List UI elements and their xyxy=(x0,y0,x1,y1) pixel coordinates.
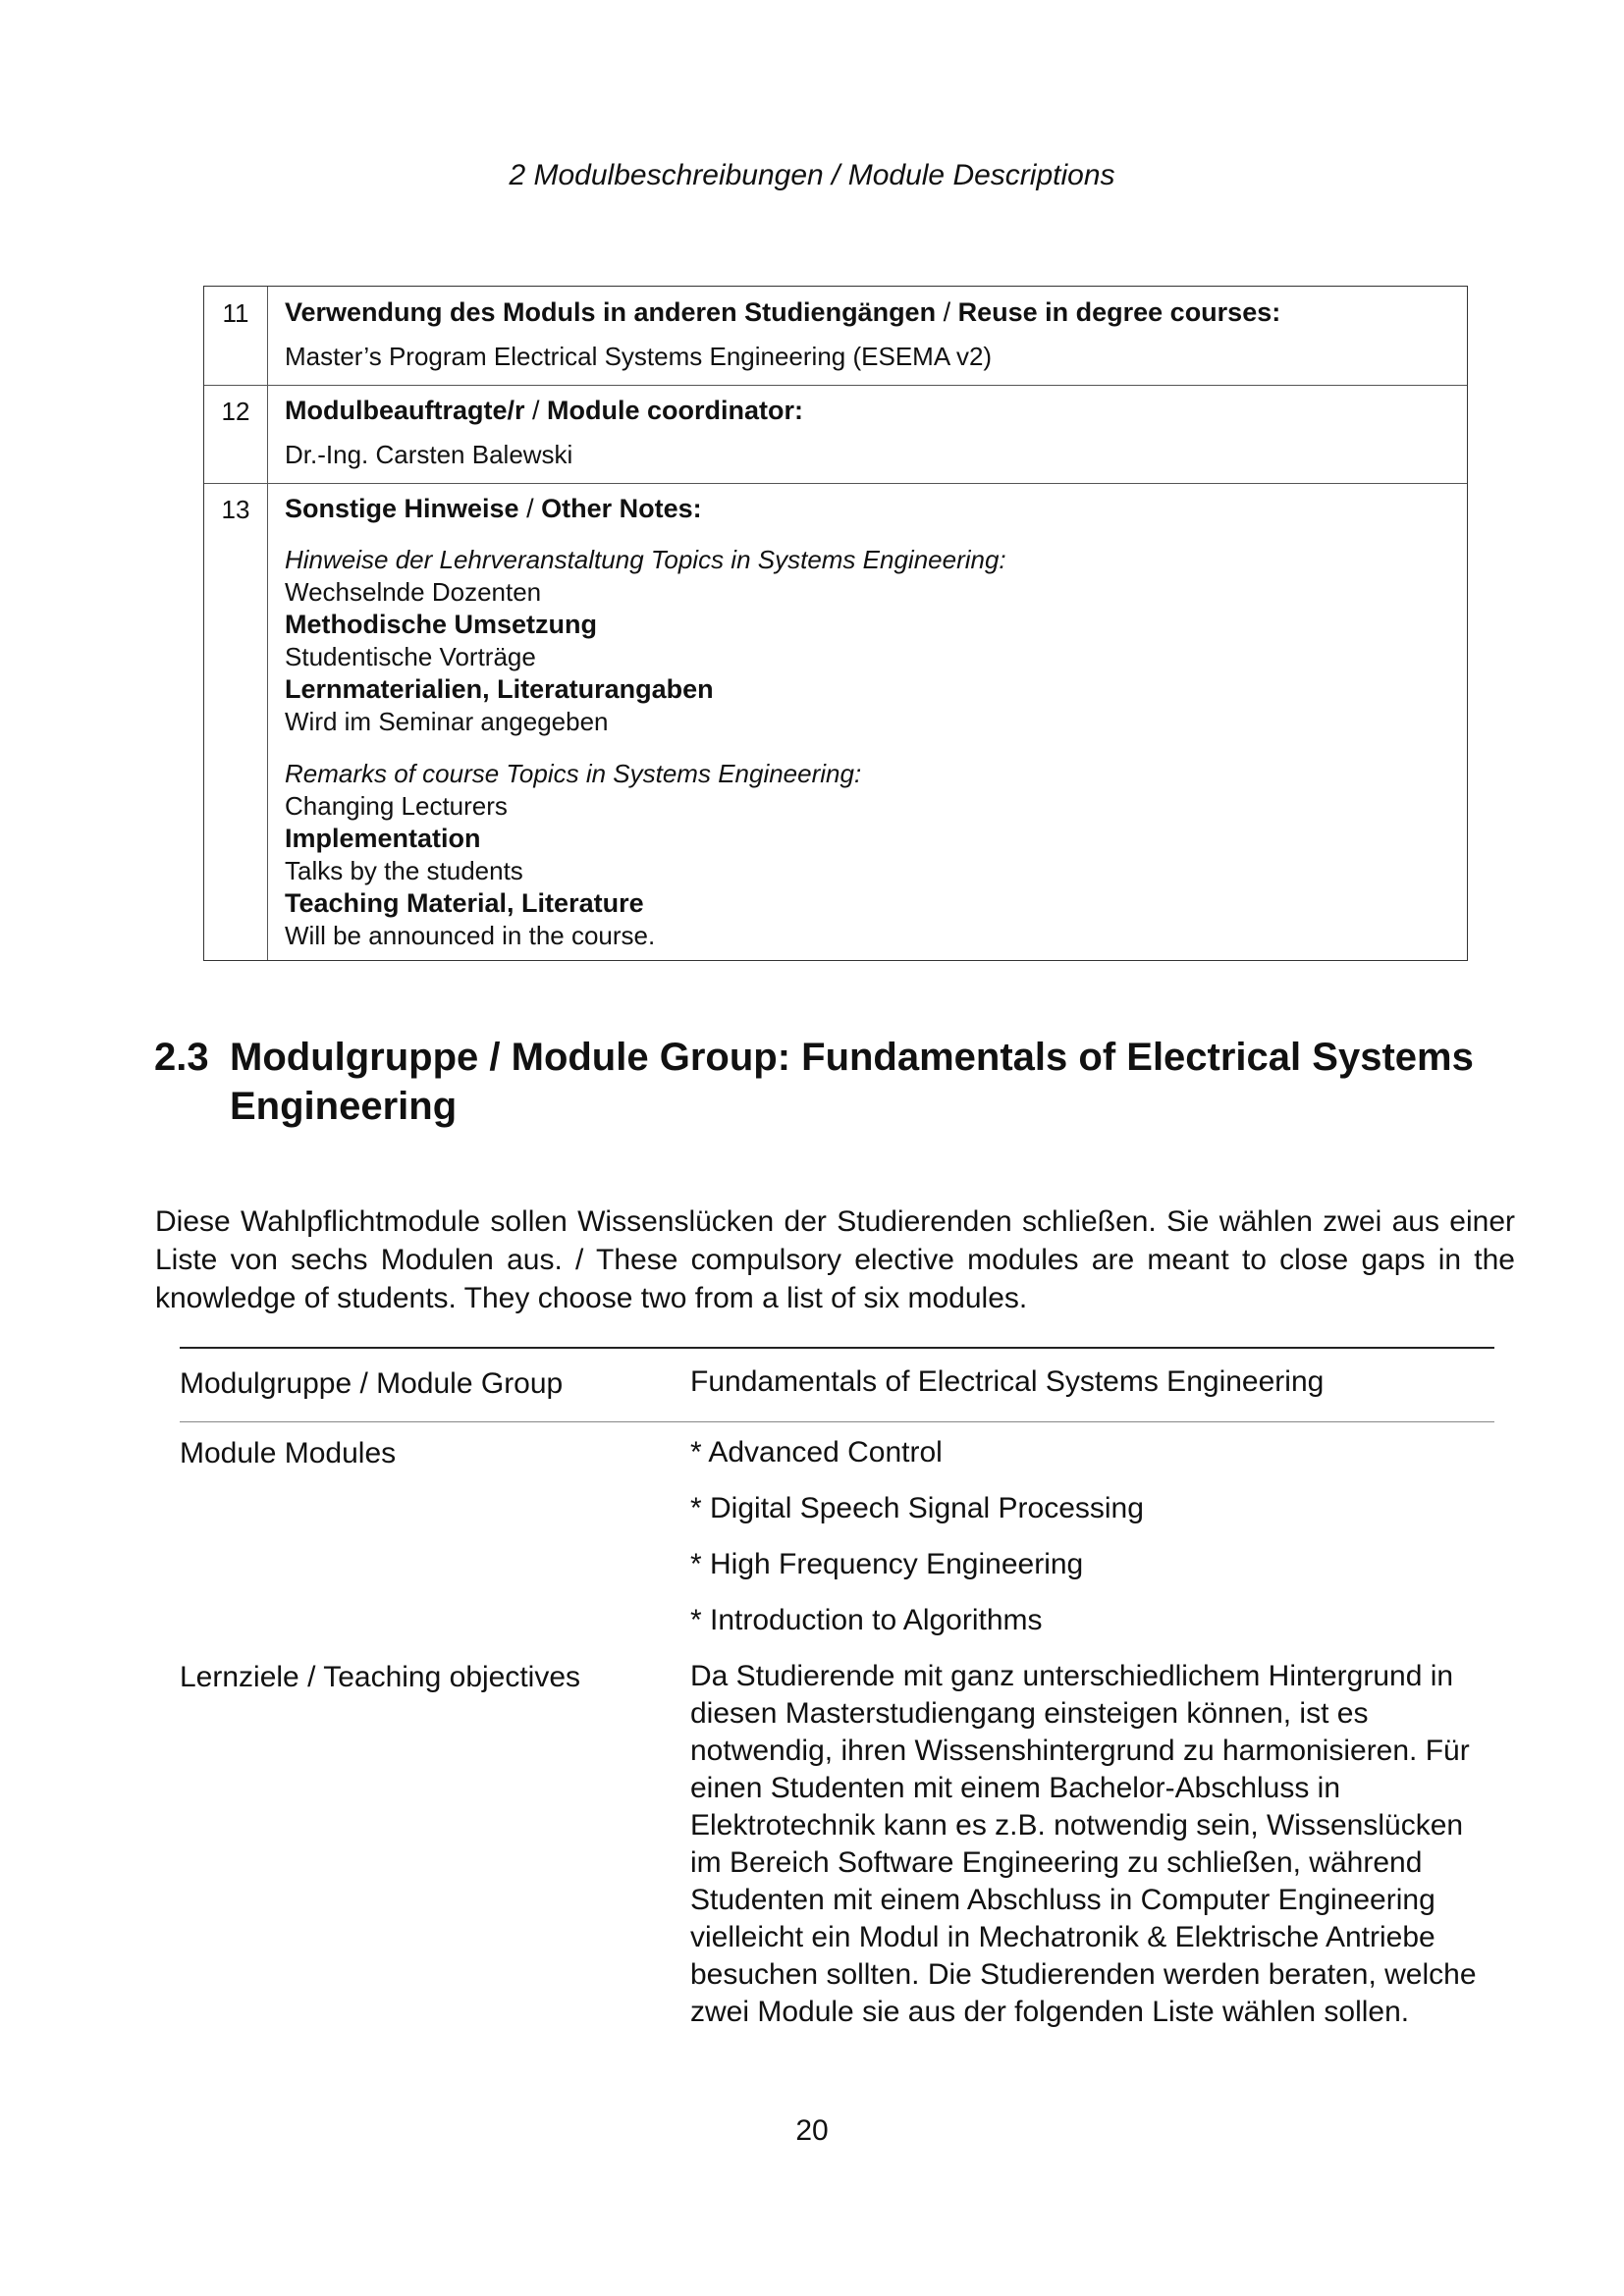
notes-material-heading: Teaching Material, Literature xyxy=(285,888,644,918)
objectives-line: diesen Masterstudiengang einsteigen können, ist es xyxy=(690,1697,1369,1730)
heading-en: Other Notes: xyxy=(541,494,702,523)
objectives-line: im Bereich Software Engineering zu schließen, während xyxy=(690,1846,1423,1879)
row-content: Master’s Program Electrical Systems Engineering (ESEMA v2) xyxy=(285,342,993,371)
notes-intro: Hinweise der Lehrveranstaltung Topics in Systems Engineering: xyxy=(285,545,1006,574)
objectives-line: besuchen sollten. Die Studierenden werden beraten, welche xyxy=(690,1958,1477,1991)
row-heading xyxy=(285,395,1457,427)
row-number: 11 xyxy=(222,298,249,328)
module-description-table xyxy=(203,286,1468,961)
heading-de: Sonstige Hinweise xyxy=(285,494,519,523)
table-top-rule xyxy=(180,1347,1494,1349)
section-title-line: Engineering xyxy=(230,1085,458,1128)
heading-de: Modulbeauftragte/r xyxy=(285,396,525,425)
heading-en: Module coordinator: xyxy=(547,396,804,425)
row-heading xyxy=(285,296,1457,329)
table-row-divider xyxy=(204,483,1467,484)
notes-lecturers: Wechselnde Dozenten xyxy=(285,577,542,607)
heading-separator: / xyxy=(936,297,958,327)
notes-material: Wird im Seminar angegeben xyxy=(285,707,609,736)
notes-method: Talks by the students xyxy=(285,856,523,885)
list-item: * Digital Speech Signal Processing xyxy=(690,1492,1144,1524)
objectives-text xyxy=(690,1658,1495,2031)
table-column-divider xyxy=(267,287,268,960)
objectives-line: Studenten mit einem Abschluss in Computer Engineering xyxy=(690,1884,1435,1916)
table-row-divider xyxy=(204,385,1467,386)
objectives-line: Da Studierende mit ganz unterschiedlichem Hintergrund in xyxy=(690,1660,1454,1692)
objectives-line: einen Studenten mit einem Bachelor-Abschluss in xyxy=(690,1772,1341,1804)
notes-lecturers: Changing Lecturers xyxy=(285,791,508,821)
intro-paragraph: Diese Wahlpflichtmodule sollen Wissenslücken der Studierenden schließen. Sie wählen zwei aus einer Liste von sechs Modulen aus. / These compulsory elective modules are meant to close gaps in the knowledge of students. They choose two from a list of six modules. xyxy=(155,1205,1515,1314)
objectives-line: Elektrotechnik kann es z.B. notwendig sein, Wissenslücken xyxy=(690,1809,1464,1842)
row-number: 12 xyxy=(221,397,250,426)
notes-material-heading: Lernmaterialien, Literaturangaben xyxy=(285,674,714,704)
group-header-label: Modulgruppe / Module Group xyxy=(180,1367,564,1400)
objectives-line: notwendig, ihren Wissenshintergrund zu harmonisieren. Für xyxy=(690,1735,1470,1767)
heading-separator: / xyxy=(518,494,542,523)
table-header-rule xyxy=(180,1421,1494,1422)
heading-separator: / xyxy=(524,396,548,425)
list-item: * Introduction to Algorithms xyxy=(690,1604,1043,1636)
row-content: Dr.-Ing. Carsten Balewski xyxy=(285,440,573,469)
section-title-line: Modulgruppe / Module Group: Fundamentals of Electrical Systems xyxy=(230,1036,1474,1079)
objectives-line: zwei Module sie aus der folgenden Liste wählen sollen. xyxy=(690,1996,1410,2028)
module-list xyxy=(690,1434,1495,1658)
notes-material: Will be announced in the course. xyxy=(285,921,656,950)
section-title xyxy=(230,1033,1604,1131)
list-item: * High Frequency Engineering xyxy=(690,1548,1084,1580)
list-item: * Advanced Control xyxy=(690,1436,943,1468)
running-header: 2 Modulbeschreibungen / Module Descriptions xyxy=(509,159,1115,191)
row-heading xyxy=(285,493,1457,525)
notes-german xyxy=(285,544,1457,738)
notes-intro: Remarks of course Topics in Systems Engineering: xyxy=(285,759,862,788)
objectives-label: Lernziele / Teaching objectives xyxy=(180,1661,581,1693)
heading-de: Verwendung des Moduls in anderen Studiengängen xyxy=(285,297,937,327)
notes-method-heading: Methodische Umsetzung xyxy=(285,610,598,639)
objectives-line: vielleicht ein Modul in Mechatronik & Elektrische Antriebe xyxy=(690,1921,1435,1953)
modules-label: Module Modules xyxy=(180,1437,397,1469)
page-number: 20 xyxy=(795,2114,829,2147)
notes-english xyxy=(285,758,1457,952)
notes-method-heading: Implementation xyxy=(285,824,481,853)
group-header-value: Fundamentals of Electrical Systems Engineering xyxy=(690,1365,1325,1398)
section-number: 2.3 xyxy=(154,1036,209,1079)
heading-en: Reuse in degree courses: xyxy=(957,297,1281,327)
row-number: 13 xyxy=(221,495,250,524)
notes-method: Studentische Vorträge xyxy=(285,642,536,671)
